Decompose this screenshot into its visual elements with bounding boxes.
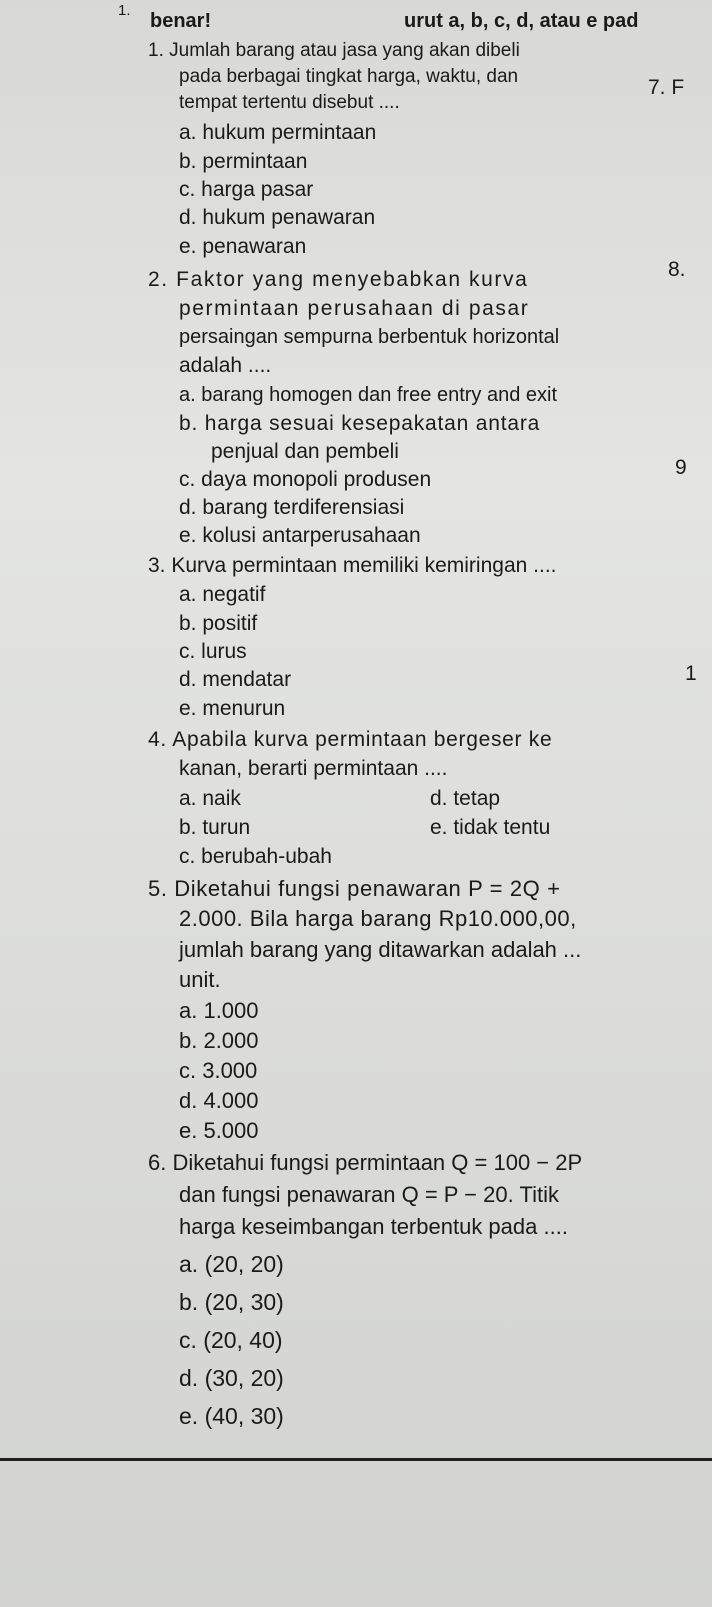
q4-option-d[interactable]: d. tetap <box>430 787 501 810</box>
q6-stem-line-3: harga keseimbangan terbentuk pada .... <box>179 1214 568 1239</box>
side-mark-9: 9 <box>675 456 687 479</box>
q6-stem-line-1: 6. Diketahui fungsi permintaan Q = 100 − 2P <box>148 1150 583 1175</box>
q6-option-c[interactable]: c. (20, 40) <box>179 1327 283 1353</box>
q2-option-d[interactable]: d. barang terdiferensiasi <box>179 496 405 519</box>
q6-option-b[interactable]: b. (20, 30) <box>179 1289 284 1315</box>
side-mark-1: 1 <box>685 662 697 685</box>
header-left-text: benar! <box>150 10 212 32</box>
side-mark-8: 8. <box>668 258 686 281</box>
q5-option-b[interactable]: b. 2.000 <box>179 1028 259 1053</box>
q5-option-a[interactable]: a. 1.000 <box>179 998 259 1023</box>
side-mark-7: 7. F <box>648 76 685 99</box>
q2-option-c[interactable]: c. daya monopoli produsen <box>179 468 432 491</box>
q1-option-c[interactable]: c. harga pasar <box>179 178 314 201</box>
q1-option-d[interactable]: d. hukum penawaran <box>179 206 376 229</box>
q2-option-a[interactable]: a. barang homogen dan free entry and exit <box>179 384 558 406</box>
header-right-text: urut a, b, c, d, atau e pad <box>404 10 639 32</box>
q6-stem-line-2: dan fungsi penawaran Q = P − 20. Titik <box>179 1182 559 1207</box>
q4-stem-line-2: kanan, berarti permintaan .... <box>179 757 448 780</box>
q1-option-b[interactable]: b. permintaan <box>179 150 308 173</box>
q3-option-d[interactable]: d. mendatar <box>179 668 292 691</box>
q6-option-d[interactable]: d. (30, 20) <box>179 1365 284 1391</box>
q2-stem-line-4: adalah .... <box>179 354 272 377</box>
q1-option-a[interactable]: a. hukum permintaan <box>179 121 377 144</box>
q6-option-a[interactable]: a. (20, 20) <box>179 1251 284 1277</box>
q5-option-c[interactable]: c. 3.000 <box>179 1058 258 1083</box>
q3-option-c[interactable]: c. lurus <box>179 640 247 663</box>
q3-option-b[interactable]: b. positif <box>179 612 258 635</box>
q5-stem-line-3: jumlah barang yang ditawarkan adalah ... <box>179 937 582 962</box>
q2-option-b-cont: penjual dan pembeli <box>211 440 399 463</box>
q5-option-d[interactable]: d. 4.000 <box>179 1088 259 1113</box>
q1-option-e[interactable]: e. penawaran <box>179 235 307 258</box>
q4-stem-line-1: 4. Apabila kurva permintaan bergeser ke <box>148 728 553 751</box>
q2-option-e[interactable]: e. kolusi antarperusahaan <box>179 524 421 547</box>
q2-stem-line-1: 2. Faktor yang menyebabkan kurva <box>148 268 529 291</box>
q1-stem-line-3: tempat tertentu disebut .... <box>179 92 400 113</box>
q1-stem-line-2: pada berbagai tingkat harga, waktu, dan <box>179 66 519 87</box>
q3-option-e[interactable]: e. menurun <box>179 697 286 720</box>
q2-stem-line-3: persaingan sempurna berbentuk horizontal <box>179 326 560 348</box>
q4-option-b[interactable]: b. turun <box>179 816 251 839</box>
q5-stem-line-4: unit. <box>179 967 221 992</box>
bottom-rule <box>0 1458 712 1461</box>
q4-option-e[interactable]: e. tidak tentu <box>430 816 551 839</box>
q1-stem-line-1: 1. Jumlah barang atau jasa yang akan dibeli <box>148 40 520 61</box>
q5-option-e[interactable]: e. 5.000 <box>179 1118 259 1143</box>
q2-stem-line-2: permintaan perusahaan di pasar <box>179 297 530 320</box>
q2-option-b[interactable]: b. harga sesuai kesepakatan antara <box>179 412 541 435</box>
q3-stem: 3. Kurva permintaan memiliki kemiringan .... <box>148 554 557 577</box>
q3-option-a[interactable]: a. negatif <box>179 583 266 606</box>
q6-option-e[interactable]: e. (40, 30) <box>179 1403 284 1429</box>
q4-option-a[interactable]: a. naik <box>179 787 241 810</box>
q5-stem-line-2: 2.000. Bila harga barang Rp10.000,00, <box>179 906 577 931</box>
item-number: 1. <box>118 2 131 19</box>
q4-option-c[interactable]: c. berubah-ubah <box>179 845 332 868</box>
q5-stem-line-1: 5. Diketahui fungsi penawaran P = 2Q + <box>148 876 561 901</box>
